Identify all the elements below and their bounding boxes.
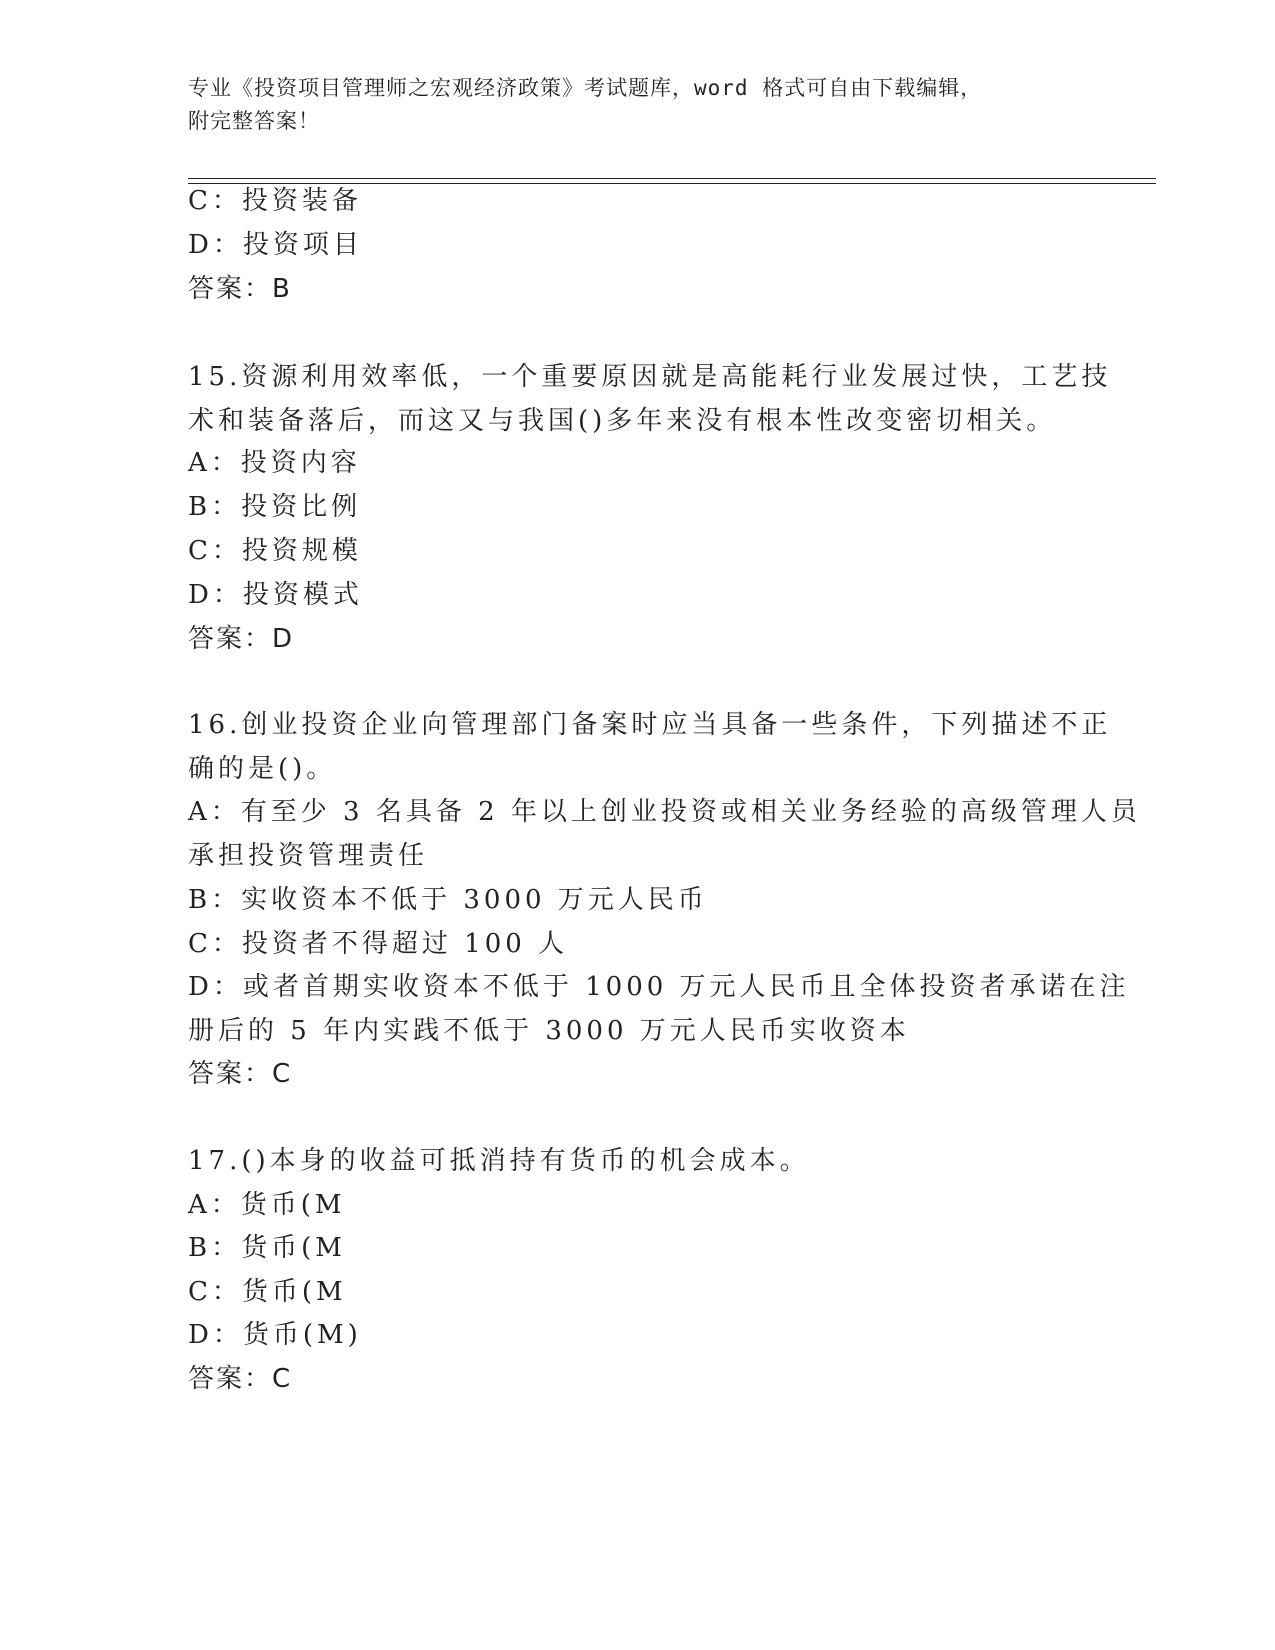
question-17-answer: 答案：C (188, 1364, 293, 1394)
question-17-option-b: B：货币(M (188, 1233, 346, 1263)
question-16-answer: 答案：C (188, 1059, 293, 1089)
question-15-option-a: A：投资内容 (188, 448, 361, 478)
question-15-stem-line-2: 术和装备落后，而这又与我国()多年来没有根本性改变密切相关。 (188, 406, 1057, 436)
question-15-option-d: D：投资模式 (188, 580, 363, 610)
header-line-2: 附完整答案！ (188, 109, 320, 133)
question-16-stem-line-2: 确的是()。 (188, 754, 337, 784)
header-divider-top (188, 178, 1156, 179)
question-15-option-c: C：投资规模 (188, 536, 362, 566)
question-17-option-a: A：货币(M (188, 1190, 346, 1220)
question-16-option-c: C：投资者不得超过 100 人 (188, 929, 569, 959)
answer-line: 答案：B (188, 274, 292, 304)
question-16-option-a-line-1: A：有至少 3 名具备 2 年以上创业投资或相关业务经验的高级管理人员 (188, 797, 1141, 827)
page-header (188, 72, 1088, 138)
question-16-option-d-line-1: D：或者首期实收资本不低于 1000 万元人民币且全体投资者承诺在注 (188, 972, 1130, 1002)
question-15-answer: 答案：D (188, 624, 295, 654)
question-17-option-c: C：货币(M (188, 1277, 347, 1307)
question-15-stem-line-1: 15.资源利用效率低，一个重要原因就是高能耗行业发展过快，工艺技 (188, 362, 1112, 392)
header-line-1: 专业《投资项目管理师之宏观经济政策》考试题库，word 格式可自由下载编辑， (188, 76, 983, 100)
question-17-option-d: D：货币(M) (188, 1320, 362, 1350)
option-c: C：投资装备 (188, 186, 362, 216)
question-16-option-b: B：实收资本不低于 3000 万元人民币 (188, 885, 708, 915)
option-d: D：投资项目 (188, 230, 363, 260)
question-16-stem-line-1: 16.创业投资企业向管理部门备案时应当具备一些条件，下列描述不正 (188, 710, 1112, 740)
question-17-stem: 17.()本身的收益可抵消持有货币的机会成本。 (188, 1146, 810, 1176)
question-16-option-d-line-2: 册后的 5 年内实践不低于 3000 万元人民币实收资本 (188, 1016, 910, 1046)
question-15-option-b: B：投资比例 (188, 492, 362, 522)
question-16-option-a-line-2: 承担投资管理责任 (188, 841, 429, 871)
